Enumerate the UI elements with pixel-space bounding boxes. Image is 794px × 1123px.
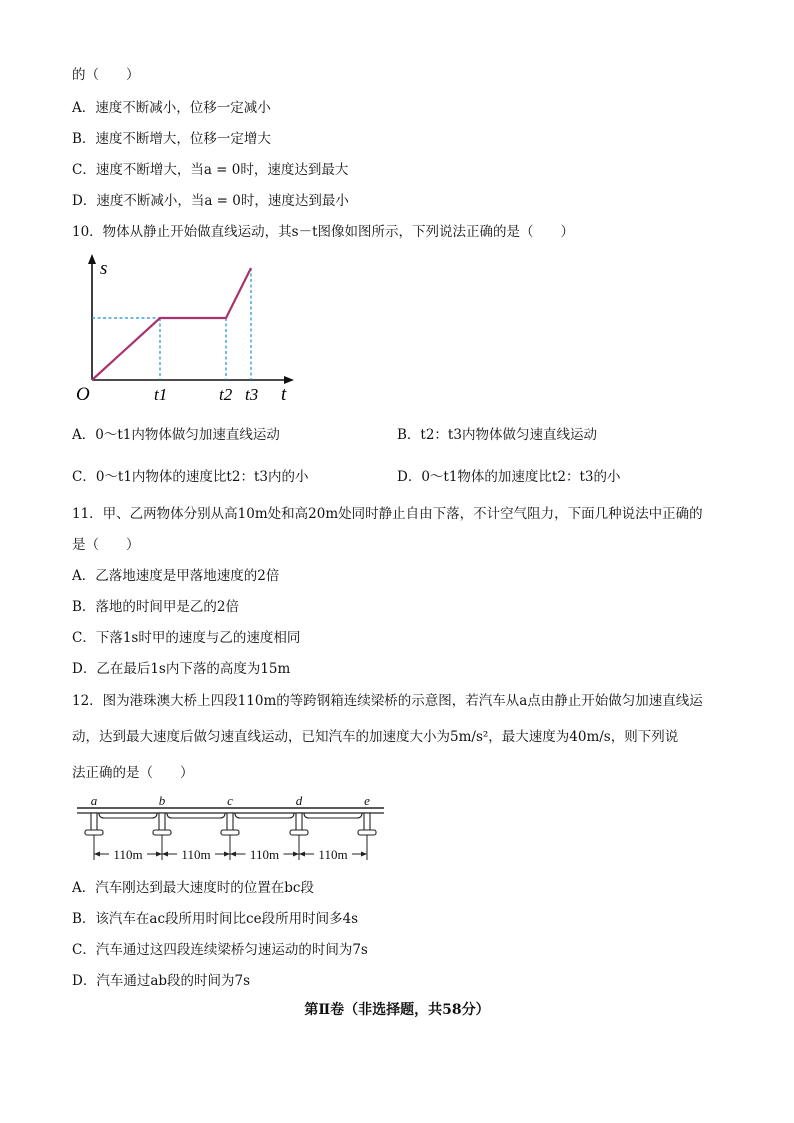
q11-option-c: C．下落1s时甲的速度与乙的速度相同 [72, 630, 301, 646]
q12-option-a: A．汽车刚达到最大速度时的位置在bc段 [72, 880, 314, 896]
bridge-span [235, 813, 294, 818]
bridge-point-label: b [158, 794, 166, 808]
q11-stem-line2: 是（ ） [72, 537, 140, 553]
bridge-span [167, 813, 225, 818]
tick-t1-label: t1 [154, 385, 168, 404]
q10-option-c: C．0～t1内物体的速度比t2：t3内的小 [72, 469, 309, 485]
q11-stem-line1: 11．甲、乙两物体分别从高10m处和高20m处同时静止自由下落，不计空气阻力，下面几种说法中正确的 [72, 506, 703, 522]
s-t-curve [92, 268, 251, 380]
bridge-pier-base [290, 830, 308, 835]
q12-option-b: B．该汽车在ac段所用时间比ce段所用时间多4s [72, 911, 359, 927]
tick-t3-label: t3 [245, 385, 259, 404]
q9-option-a: A．速度不断减小，位移一定减小 [72, 100, 271, 116]
q10-stem: 10．物体从静止开始做直线运动，其s－t图像如图所示，下列说法正确的是（ ） [72, 224, 575, 240]
dimension-arrow [361, 852, 367, 857]
q11-option-b: B．落地的时间甲是乙的2倍 [72, 599, 240, 615]
q11-option-d: D．乙在最后1s内下落的高度为15m [72, 661, 291, 677]
bridge-pier-base [358, 830, 376, 835]
tick-t2-label: t2 [219, 385, 233, 404]
section-title: 第Ⅱ卷（非选择题，共58分） [304, 1002, 490, 1018]
q11-option-a: A．乙落地速度是甲落地速度的2倍 [72, 568, 280, 584]
span-length-label: 110m [181, 847, 211, 862]
bridge-span [99, 813, 157, 818]
q12-option-d: D．汽车通过ab段的时间为7s [72, 973, 251, 989]
bridge-span [304, 813, 362, 818]
bridge-pier-base [221, 830, 239, 835]
q12-stem-line1: 12．图为港珠澳大桥上四段110m的等跨钢箱连续梁桥的示意图，若汽车从a点由静止开始做匀加速直线运 [72, 693, 703, 709]
span-length-label: 110m [113, 847, 143, 862]
q9-option-b: B．速度不断增大，位移一定增大 [72, 131, 271, 147]
bridge-point-label: c [227, 794, 233, 808]
dimension-arrow [94, 852, 100, 857]
dimension-arrow [162, 852, 168, 857]
origin-label: O [76, 384, 90, 405]
bridge-pier-base [85, 830, 103, 835]
q12-stem-line3: 法正确的是（ ） [72, 765, 194, 781]
x-axis-arrow [284, 376, 294, 384]
bridge-point-label: e [364, 794, 370, 808]
y-axis-arrow [88, 254, 96, 264]
q9-stem-tail: 的（ ） [72, 67, 140, 83]
axis-s-label: s [100, 258, 108, 279]
q10-option-a: A．0～t1内物体做匀加速直线运动 [72, 427, 280, 443]
dimension-arrow [293, 852, 299, 857]
q12-option-c: C．汽车通过这四段连续梁桥匀速运动的时间为7s [72, 942, 368, 958]
span-length-label: 110m [318, 847, 348, 862]
q12-bridge-diagram [72, 794, 392, 868]
dimension-arrow [230, 852, 236, 857]
bridge-point-label: d [295, 794, 303, 808]
q12-stem-line2: 动，达到最大速度后做匀速直线运动，已知汽车的加速度大小为5m/s²，最大速度为40m/s，则下列说 [72, 729, 679, 745]
q10-option-d: D．0～t1物体的加速度比t2：t3的小 [397, 469, 621, 485]
dimension-arrow [156, 852, 162, 857]
q9-option-d: D．速度不断减小，当a = 0时，速度达到最小 [72, 193, 349, 209]
bridge-pier-base [153, 830, 171, 835]
dimension-arrow [224, 852, 230, 857]
bridge-point-label: a [90, 794, 98, 808]
axis-t-label: t [281, 384, 287, 405]
span-length-label: 110m [249, 847, 280, 862]
q10-s-t-graph [70, 250, 310, 410]
q9-option-c: C．速度不断增大，当a = 0时，速度达到最大 [72, 162, 349, 178]
q10-option-b: B．t2：t3内物体做匀速直线运动 [397, 427, 597, 443]
dimension-arrow [299, 852, 305, 857]
